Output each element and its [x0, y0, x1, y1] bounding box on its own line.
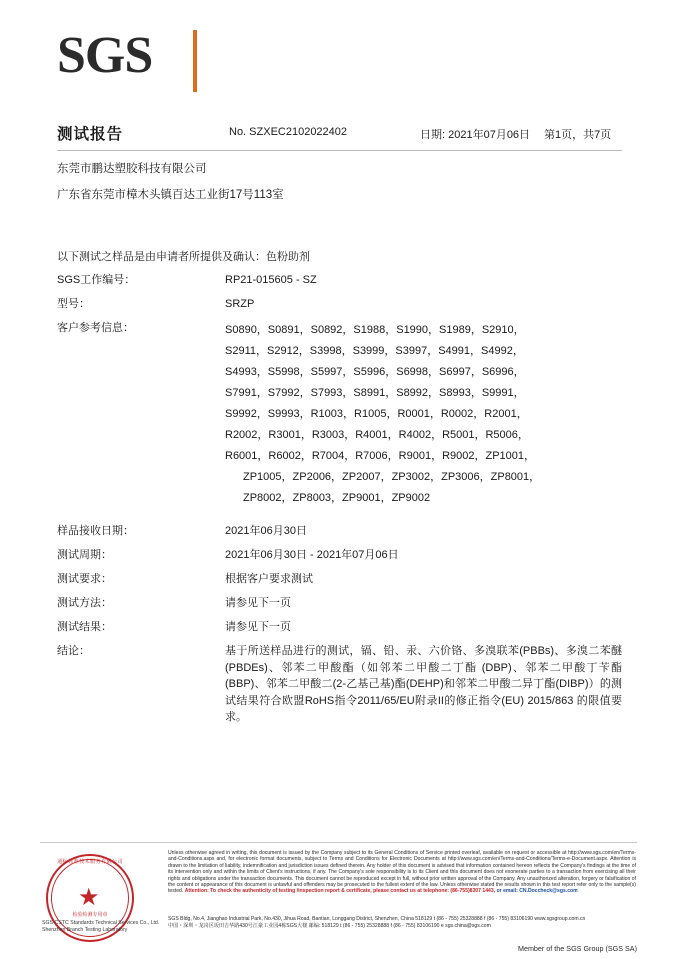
detail-label: 测试要求： [57, 573, 112, 585]
detail-value: RP21-015605 - SZ [225, 274, 317, 286]
reference-line: S2911，S2912，S3998，S3999，S3997，S4991，S4992， [225, 345, 524, 357]
conclusion-label: 结论： [57, 645, 90, 657]
reference-line: ZP1005，ZP2006，ZP2007，ZP3002，ZP3006，ZP8001， [243, 471, 541, 483]
customer-reference-label: 客户参考信息： [57, 322, 134, 334]
sgs-logo [57, 28, 197, 96]
conclusion-text: 基于所送样品进行的测试，镉、铅、汞、六价铬、多溴联苯(PBBs)、多溴二苯醚(PBDEs)、邻苯二甲酸酯（如邻苯二甲酸二丁酯 (DBP)、邻苯二甲酸丁苄酯(BBP)、邻苯二甲酸二(2-乙基己基)酯(DEHP)和邻苯二甲酸二异丁酯(DIBP)）的测试结果符合欧盟RoHS指令2011/65/EU附录II的修正指令(EU) 2015/863 的限值要求。 [225, 645, 622, 723]
stamp-company-text: 通标标准技术服务有限公司 [57, 859, 123, 865]
customer-reference-row [57, 320, 622, 509]
details-table [57, 272, 622, 734]
detail-row [57, 619, 622, 635]
doccheck-email[interactable]: or email: CN.Doccheck@sgs.com [496, 888, 578, 895]
detail-value: 2021年06月30日 - 2021年07月06日 [225, 549, 399, 561]
detail-row [57, 523, 622, 539]
footer-address-cn: 中国・深圳・龙岗区坂田吉华路430号江豪工业园4栋SGS大楼 邮编: 518129 t (86 - 755) 25328888 f (86 - 755) 83106190 e sgs.china@sgs.com [168, 923, 491, 930]
detail-row [57, 296, 622, 312]
detail-row [57, 272, 622, 288]
detail-label: 样品接收日期： [57, 525, 134, 537]
footer-address [168, 916, 636, 931]
report-date: 日期: 2021年07月06日 [420, 129, 531, 141]
reference-line: S4993，S5998，S5997，S5996，S6998，S6997，S6996， [225, 366, 525, 378]
stamp-seal-text: 检验检测专用章 [72, 912, 108, 918]
member-note: Member of the SGS Group (SGS SA) [517, 944, 637, 953]
page-indicator: 第1页，共7页 [544, 129, 612, 141]
detail-label: 型号： [57, 298, 90, 310]
reference-line: ZP8002，ZP8003，ZP9001，ZP9002 [243, 492, 431, 504]
attention-text: Attention: To check the authenticity of testing /inspection report & certificate, please contact us at telephone: (86-755)8307 1443, [184, 888, 496, 895]
detail-value: 请参见下一页 [225, 597, 291, 609]
reference-line: R2002，R3001，R3003，R4001，R4002，R5001，R5006， [225, 429, 529, 441]
detail-value: 请参见下一页 [225, 621, 291, 633]
reference-line: S9992，S9993，R1003，R1005，R0001，R0002，R2001， [225, 408, 528, 420]
footer-address-en: SGS Bldg, No.4, Jianghao Industrial Park, No.430, Jihua Road, Bantian, Longgang District, Shenzhen, China 518129 t (86 - 755) 25328888 f (86 - 755) 83106190 www.sgsgroup.com.cn [168, 916, 586, 922]
conclusion-row [57, 643, 622, 726]
footer-disclaimer [168, 850, 636, 895]
detail-label: SGS工作编号： [57, 274, 136, 286]
reference-line: S0890，S0891，S0892，S1988，S1990，S1989，S2910， [225, 324, 525, 336]
detail-row [57, 595, 622, 611]
sgs-logo-text: SGS [57, 27, 153, 84]
detail-label: 测试方法： [57, 597, 112, 609]
customer-reference-values [225, 320, 622, 509]
detail-value: 根据客户要求测试 [225, 573, 313, 585]
header-divider [57, 150, 622, 151]
reference-line: S7991，S7992，S7993，S8991，S8992，S8993，S9991， [225, 387, 525, 399]
stamp-caption-line1: SGS-CSTC Standards Technical Services Co., Ltd. [42, 920, 160, 926]
company-address: 广东省东莞市樟木头镇百达工业街17号113室 [57, 189, 284, 201]
report-header-row [57, 122, 622, 146]
star-icon: ★ [78, 884, 100, 911]
detail-value: 2021年06月30日 [225, 525, 307, 537]
detail-row [57, 547, 622, 563]
stamp-caption-line2: Shenzhen Branch Testing Laboratory [42, 927, 128, 933]
disclaimer-text: Unless otherwise agreed in writing, this document is issued by the Company subject to its General Conditions of Service printed overleaf, available on request or accessible at http://www.sgs.com/en/Terms-and-Conditions.aspx and, for electronic format documents, subject to Terms and Conditions for Electronic Documents at http://www.sgs.com/en/Terms-and-Conditions/Terms-e-Document.aspx. Attention is drawn to the limitation of liability, indemnification and jurisdiction issues defined therein. Any holder of this document is advised that information contained hereon reflects the Company's findings at the time of its intervention only and within the limits of Client's instructions, if any. The Company's sole responsibility is to its Client and this document does not exonerate parties to a transaction from exercising all their rights and obligations under the transaction documents. This document cannot be reproduced except in full, without prior written approval of the Company. Any unauthorized alteration, forgery or falsification of the content or appearance of this document is unlawful and offenders may be prosecuted to the fullest extent of the law. Unless otherwise stated the results shown in this test report refer only to the sample(s) tested. [168, 850, 636, 895]
report-number: No. SZXEC2102022402 [229, 126, 348, 138]
official-stamp [42, 852, 160, 946]
logo-accent-bar [193, 30, 197, 92]
detail-label: 测试结果： [57, 621, 112, 633]
footer-divider [40, 842, 637, 843]
detail-row [57, 571, 622, 587]
detail-label: 测试周期： [57, 549, 112, 561]
company-name: 东莞市鹏达塑胶科技有限公司 [57, 163, 207, 175]
reference-line: R6001，R6002，R7004，R7006，R9001，R9002，ZP1001， [225, 450, 536, 462]
detail-value: SRZP [225, 298, 255, 310]
sample-statement: 以下测试之样品是由申请者所提供及确认：色粉助剂 [57, 251, 310, 263]
page-title: 测试报告 [57, 126, 124, 143]
